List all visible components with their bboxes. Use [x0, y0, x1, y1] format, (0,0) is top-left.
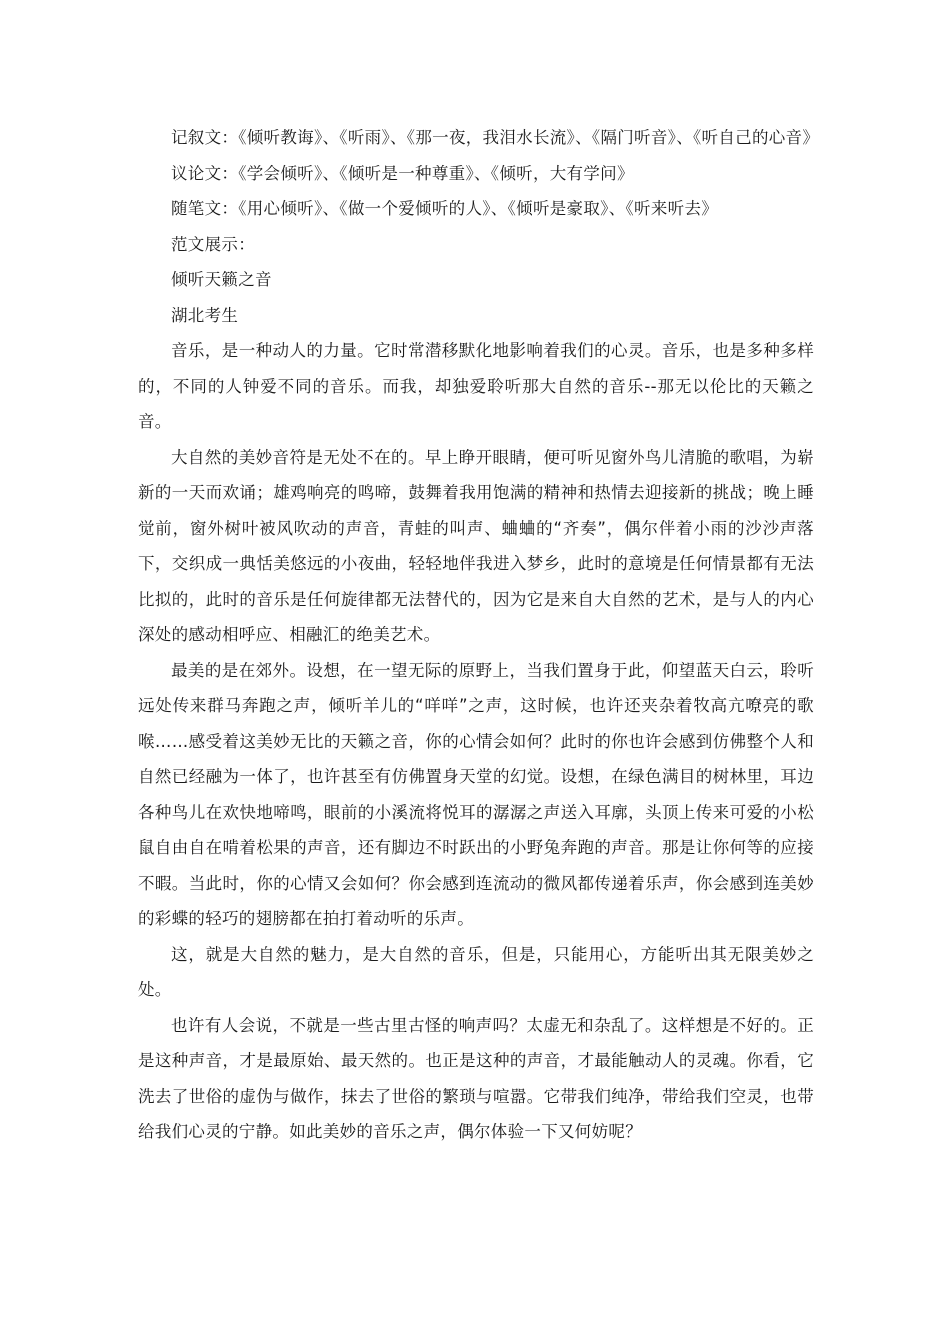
essay-paragraph: 最美的是在郊外。设想，在一望无际的原野上，当我们置身于此，仰望蓝天白云，聆听远处传来群马奔跑之声，倾听羊儿的“咩咩”之声，这时候，也许还夹杂着牧高亢嘹亮的歌喉……感受着这美妙无比的天籁之音，你的心情会如何？此时的你也许会感到仿佛整个人和自然已经融为一体了，也许甚至有仿佛置身天堂的幻觉。设想，在绿色满目的树林里，耳边各种鸟儿在欢快地啼鸣，眼前的小溪流将悦耳的潺潺之声送入耳廓，头顶上传来可爱的小松鼠自由自在啃着松果的声音，还有脚边不时跃出的小野兔奔跑的声音。那是让你何等的应接不暇。当此时，你的心情又会如何？你会感到连流动的微风都传递着乐声，你会感到连美妙的彩蝶的轻巧的翅膀都在拍打着动听的乐声。: [138, 660, 814, 928]
essay-author: 湖北考生: [171, 305, 239, 325]
paragraph-sample-heading: 范文展示：: [171, 234, 255, 254]
essay-paragraph: 这，就是大自然的魅力，是大自然的音乐，但是，只能用心，方能听出其无限美妙之处。: [138, 944, 814, 999]
essay-paragraph: 大自然的美妙音符是无处不在的。早上睁开眼睛，便可听见窗外鸟儿清脆的歌唱，为崭新的一天而欢诵；雄鸡响亮的鸣啼，鼓舞着我用饱满的精神和热情去迎接新的挑战；晚上睡觉前，窗外树叶被风吹动的声音，青蛙的叫声、蛐蛐的“齐奏”，偶尔伴着小雨的沙沙声落下，交织成一典恬美悠远的小夜曲，轻轻地伴我进入梦乡，此时的意境是任何情景都有无法比拟的，此时的音乐是任何旋律都无法替代的，因为它是来自大自然的艺术，是与人的内心深处的感动相呼应、相融汇的绝美艺术。: [138, 447, 814, 644]
paragraph-narrative-titles: 记叙文：《倾听教诲》、《听雨》、《那一夜，我泪水长流》、《隔门听音》、《听自己的心音》: [171, 128, 820, 147]
essay-title: 倾听天籁之音: [171, 270, 272, 289]
essay-paragraph: 音乐，是一种动人的力量。它时常潜移默化地影响着我们的心灵。音乐，也是多种多样的，不同的人钟爱不同的音乐。而我，却独爱聆听那大自然的音乐--那无以伦比的天籁之音。: [138, 341, 814, 431]
essay-paragraph: 也许有人会说，不就是一些古里古怪的响声吗？太虚无和杂乱了。这样想是不好的。正是这种声音，才是最原始、最天然的。也正是这种的声音，才最能触动人的灵魂。你看，它洗去了世俗的虚伪与做作，抹去了世俗的繁琐与喧嚣。它带我们纯净，带给我们空灵，也带给我们心灵的宁静。如此美妙的音乐之声，偶尔体验一下又何妨呢？: [138, 1015, 814, 1141]
paragraph-argumentative-titles: 议论文：《学会倾听》、《倾听是一种尊重》、《倾听，大有学问》: [171, 163, 634, 183]
document-body: [138, 120, 820, 1150]
paragraph-essay-titles: 随笔文：《用心倾听》、《做一个爱倾听的人》、《倾听是豪取》、《听来听去》: [171, 199, 719, 218]
